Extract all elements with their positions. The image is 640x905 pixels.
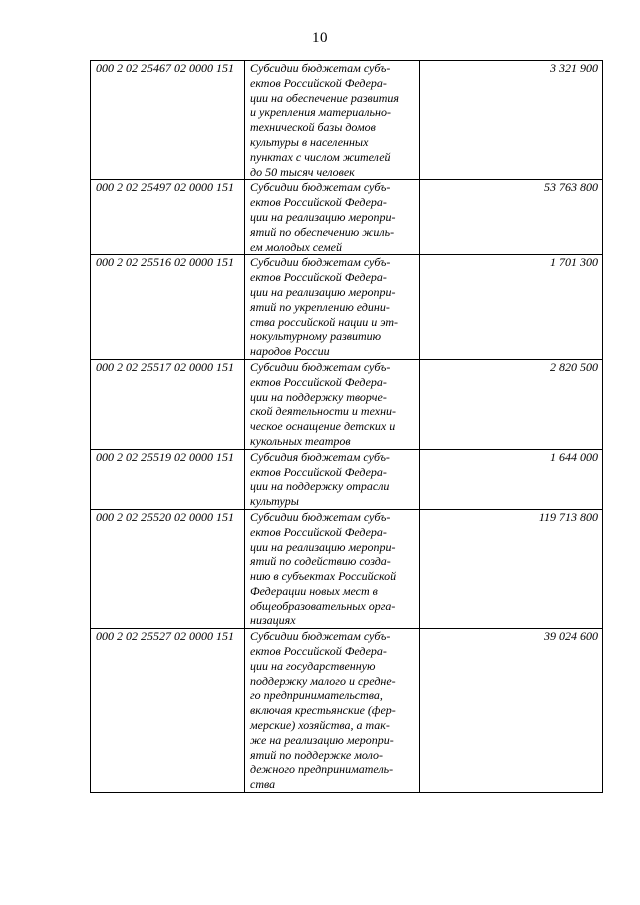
amount-cell: 39 024 600 bbox=[420, 629, 603, 793]
amount-cell: 3 321 900 bbox=[420, 61, 603, 180]
revenue-name-cell: Субсидии бюджетам субъ- ектов Российской Федера- ции на реализацию меропри- ятий по обеспечению жиль- ем молодых семей bbox=[245, 180, 420, 255]
table-row bbox=[91, 61, 603, 180]
revenue-code-cell: 000 2 02 25527 02 0000 151 bbox=[91, 629, 245, 793]
table-row bbox=[91, 449, 603, 509]
revenue-name-cell: Субсидии бюджетам субъ- ектов Российской Федера- ции на реализацию меропри- ятий по укреплению едини- ства российской нации и эт- нокультурному развитию народов России bbox=[245, 255, 420, 360]
revenue-name-cell: Субсидии бюджетам субъ- ектов Российской Федера- ции на реализацию меропри- ятий по содействию созда- нию в субъектах Российской Федерации новых мест в общеобразовательных орга- низациях bbox=[245, 509, 420, 628]
amount-cell: 1 644 000 bbox=[420, 449, 603, 509]
amount-cell: 53 763 800 bbox=[420, 180, 603, 255]
revenue-code-cell: 000 2 02 25467 02 0000 151 bbox=[91, 61, 245, 180]
revenue-name-cell: Субсидии бюджетам субъ- ектов Российской Федера- ции на поддержку творче- ской деятельности и техни- ческое оснащение детских и кукольных театров bbox=[245, 359, 420, 449]
revenue-code-cell: 000 2 02 25517 02 0000 151 bbox=[91, 359, 245, 449]
table-row bbox=[91, 255, 603, 360]
page-number: 10 bbox=[312, 30, 328, 46]
amount-cell: 119 713 800 bbox=[420, 509, 603, 628]
table-row bbox=[91, 509, 603, 628]
budget-table bbox=[90, 60, 603, 793]
revenue-name-cell: Субсидия бюджетам субъ- ектов Российской Федера- ции на поддержку отрасли культуры bbox=[245, 449, 420, 509]
revenue-name-cell: Субсидии бюджетам субъ- ектов Российской Федера- ции на государственную поддержку малого и средне- го предпринимательства, включая крестьянские (фер- мерские) хозяйства, а так- же на реализацию меропри- ятий по поддержке моло- дежного предприниматель- ства bbox=[245, 629, 420, 793]
revenue-code-cell: 000 2 02 25516 02 0000 151 bbox=[91, 255, 245, 360]
revenue-code-cell: 000 2 02 25519 02 0000 151 bbox=[91, 449, 245, 509]
amount-cell: 1 701 300 bbox=[420, 255, 603, 360]
table-row bbox=[91, 180, 603, 255]
revenue-code-cell: 000 2 02 25520 02 0000 151 bbox=[91, 509, 245, 628]
table-row bbox=[91, 359, 603, 449]
amount-cell: 2 820 500 bbox=[420, 359, 603, 449]
table-row bbox=[91, 629, 603, 793]
revenue-code-cell: 000 2 02 25497 02 0000 151 bbox=[91, 180, 245, 255]
revenue-name-cell: Субсидии бюджетам субъ- ектов Российской Федера- ции на обеспечение развития и укрепления материально- технической базы домов культуры в населенных пунктах с числом жителей до 50 тысяч человек bbox=[245, 61, 420, 180]
